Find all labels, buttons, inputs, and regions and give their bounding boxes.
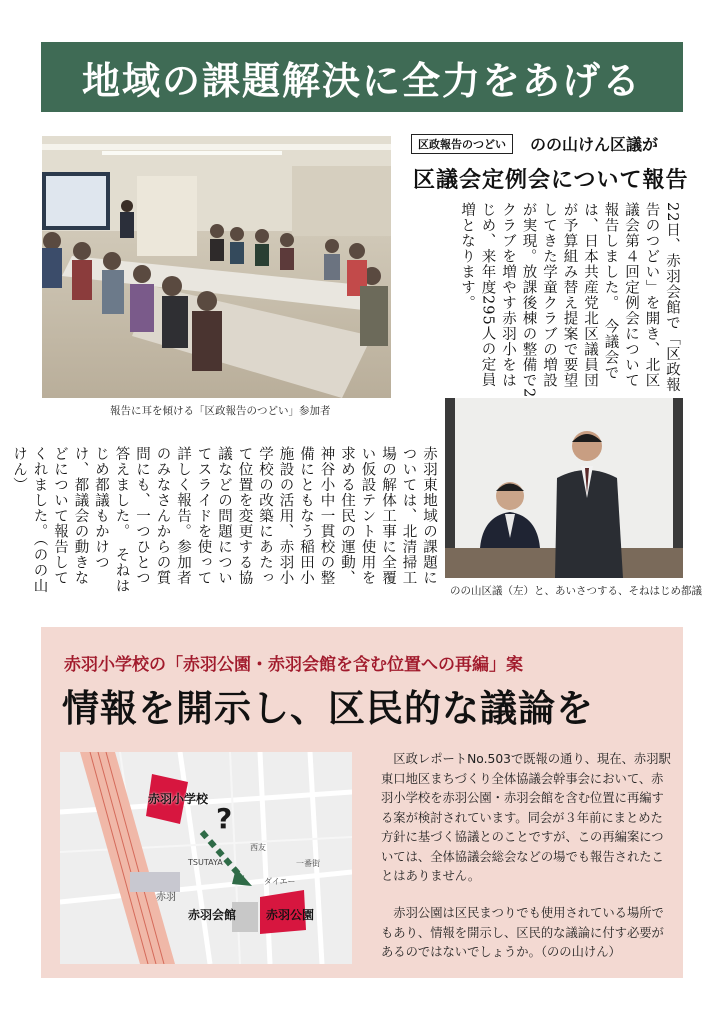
meeting-photo-art	[42, 136, 391, 398]
map-daiei-label: ダイエー	[264, 877, 296, 886]
page-banner	[41, 42, 683, 112]
school-paragraph-2: 赤羽公園は区民まつりでも使用されている場所でもあり、情報を開示し、区民的な議論に付す必要があるのではないでしょうか。（のの山けん）	[381, 906, 664, 959]
school-paragraph-1: 区政レポートNo.503で既報の通り、現在、赤羽駅東口地区まちづくり全体協議会幹事会において、赤羽小学校を赤羽公園・赤羽会館を含む位置に再編する案が検討されています。同会が３年前にまとめた方針に基づく協議とのことですが、この再編案については、全体協議会総会などの場でも報告されたことはありません。	[381, 752, 671, 883]
map-park-label: 赤羽公園	[266, 908, 315, 922]
speakers-photo-art	[445, 398, 683, 578]
school-section-headline: 情報を開示し、区民的な議論を	[62, 687, 594, 730]
map-hall-label: 赤羽会館	[188, 908, 237, 922]
map-station-label: 赤羽	[156, 892, 176, 903]
report-headline: 区議会定例会について報告	[413, 168, 689, 193]
area-map	[60, 752, 352, 964]
report-body-1: 22日、赤羽会館で「区政報告のつどい」を開き、北区議会第４回定例会について報告しました。 今議会では、日本共産党北区議員団が予算組み替え提案で要望してきた学童クラブの増設が実現。放課後棟の整備で2クラブを増やす赤羽小をはじめ、来年度295人の定員増となります。	[459, 202, 680, 399]
meeting-photo-caption: 報告に耳を傾ける「区政報告のつどい」参加者	[110, 405, 331, 417]
school-section-title: 赤羽小学校の「赤羽公園・赤羽会館を含む位置への再編」案	[64, 655, 523, 675]
map-ichiban-label: 一番街	[296, 859, 320, 868]
meeting-photo	[42, 136, 391, 398]
speakers-photo-caption: のの山区議（左）と、あいさつする、そねはじめ都議	[450, 585, 702, 597]
map-school-label: 赤羽小学校	[148, 792, 209, 806]
report-tag: 区政報告のつどい	[411, 134, 513, 154]
speakers-photo	[445, 398, 683, 578]
banner-title: 地域の課題解決に全力をあげる	[81, 58, 642, 103]
map-seiyu-label: 西友	[250, 843, 266, 852]
map-question-mark: ?	[216, 802, 233, 835]
report-body-2: 赤羽東地域の課題については、北清掃工場の解体工事に全覆い仮設テント使用を求める住民の運動、神谷小中一貫校の整備にともなう稲田小施設の活用、赤羽小学校の改築にあたって位置を変更する協議などの問題についてスライドを使って詳しく報告。参加者のみなさんからの質問にも、一つひとつ答えました。 そねはじめ都議もかけつけ、都議会の動きなどについて報告してくれました。（のの山けん）	[11, 446, 437, 594]
map-tsutaya-label: TSUTAYA	[188, 858, 223, 867]
report-subhead: のの山けん区議が	[530, 135, 659, 154]
